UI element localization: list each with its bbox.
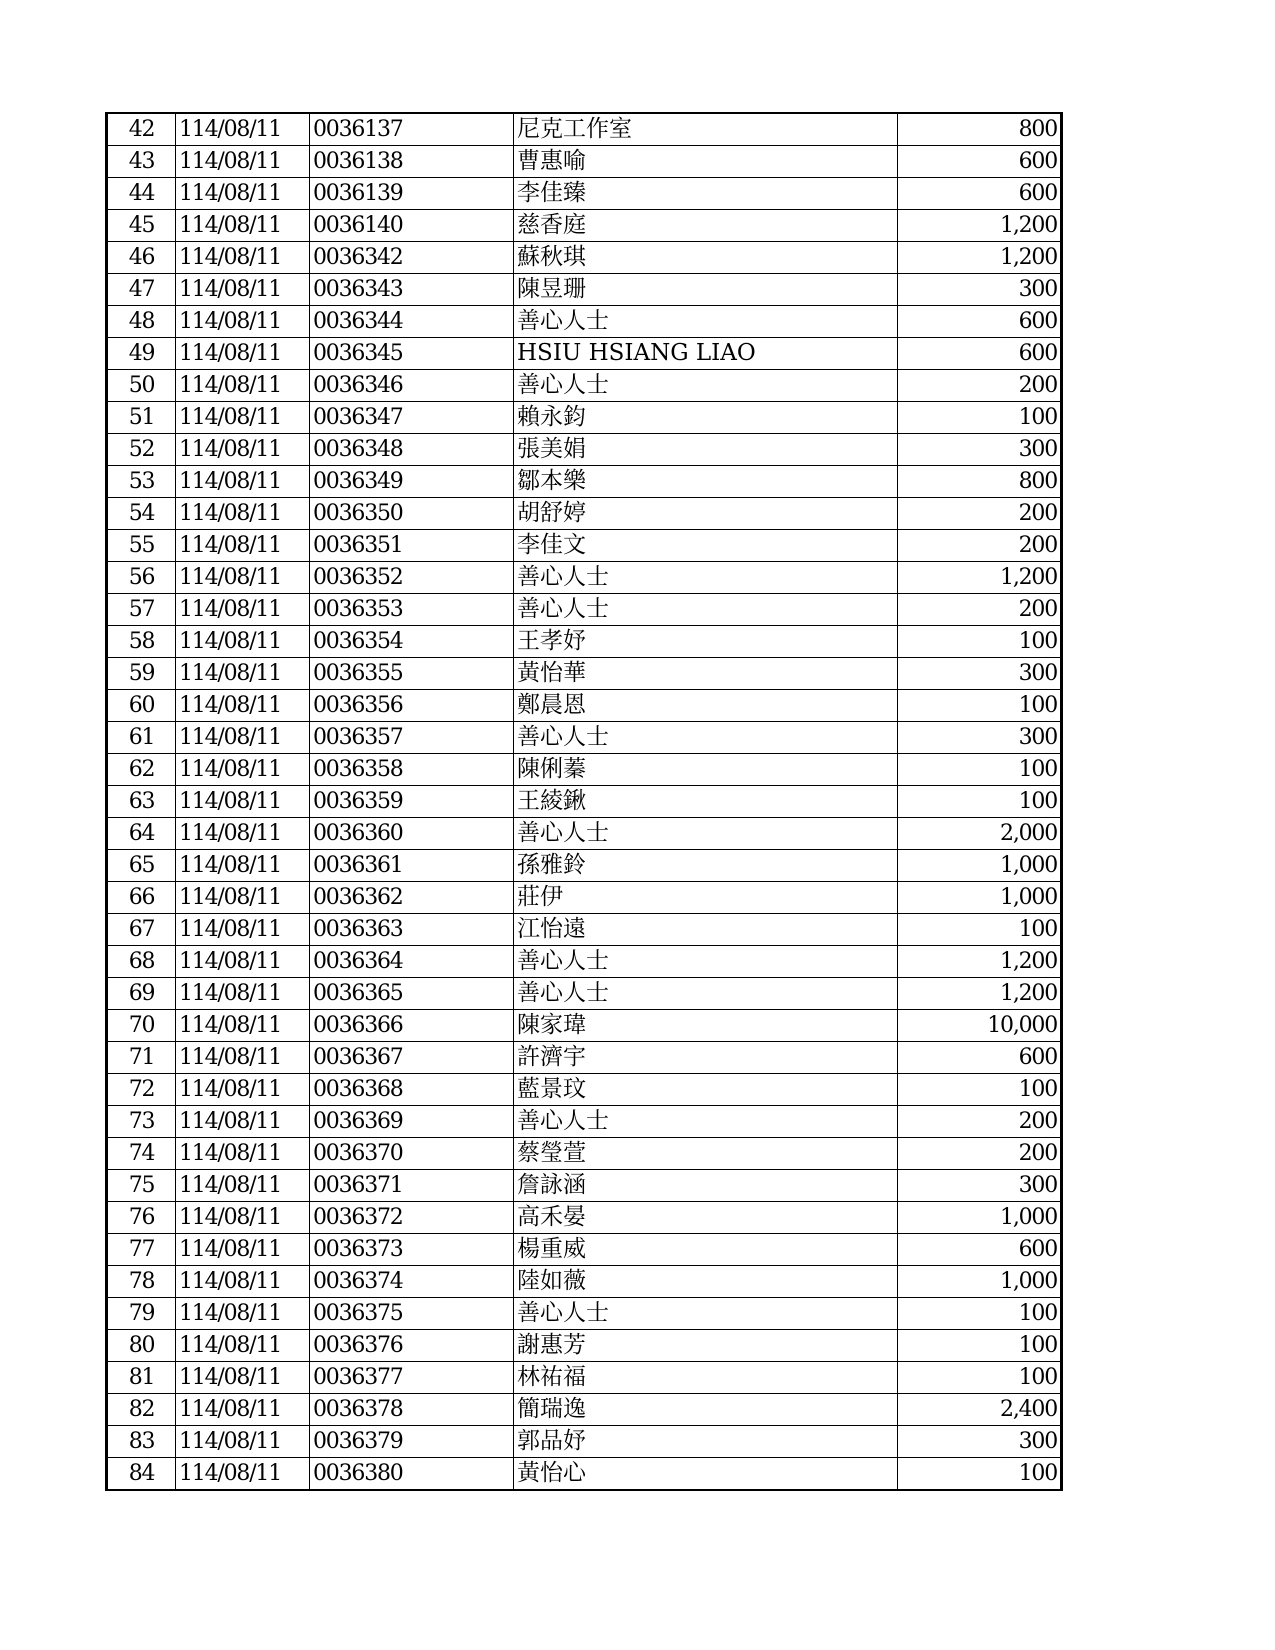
donation-amount: 1,200 [898, 946, 1062, 978]
donation-date: 114/08/11 [176, 882, 310, 914]
table-row [107, 722, 1062, 754]
donation-date: 114/08/11 [176, 1362, 310, 1394]
entry-number: 82 [107, 1394, 176, 1426]
donor-name: 善心人士 [514, 306, 898, 338]
receipt-number: 0036368 [310, 1074, 514, 1106]
entry-number: 77 [107, 1234, 176, 1266]
donation-amount: 10,000 [898, 1010, 1062, 1042]
table-row [107, 626, 1062, 658]
donation-date: 114/08/11 [176, 914, 310, 946]
donation-amount: 100 [898, 1362, 1062, 1394]
donor-name: 慈香庭 [514, 210, 898, 242]
entry-number: 44 [107, 178, 176, 210]
receipt-number: 0036137 [310, 113, 514, 146]
donation-date: 114/08/11 [176, 1170, 310, 1202]
donation-date: 114/08/11 [176, 1106, 310, 1138]
donation-date: 114/08/11 [176, 113, 310, 146]
table-row [107, 242, 1062, 274]
donor-name: 詹詠涵 [514, 1170, 898, 1202]
table-row [107, 1074, 1062, 1106]
entry-number: 49 [107, 338, 176, 370]
table-row [107, 530, 1062, 562]
donation-amount: 600 [898, 338, 1062, 370]
donation-amount: 1,200 [898, 210, 1062, 242]
donation-date: 114/08/11 [176, 466, 310, 498]
table-row [107, 466, 1062, 498]
donor-name: 善心人士 [514, 1298, 898, 1330]
entry-number: 66 [107, 882, 176, 914]
entry-number: 43 [107, 146, 176, 178]
table-row [107, 1266, 1062, 1298]
donation-date: 114/08/11 [176, 242, 310, 274]
donation-date: 114/08/11 [176, 338, 310, 370]
entry-number: 51 [107, 402, 176, 434]
table-row [107, 658, 1062, 690]
donor-name: 善心人士 [514, 946, 898, 978]
donation-date: 114/08/11 [176, 690, 310, 722]
entry-number: 76 [107, 1202, 176, 1234]
donation-date: 114/08/11 [176, 146, 310, 178]
table-row [107, 1362, 1062, 1394]
donation-date: 114/08/11 [176, 1426, 310, 1458]
entry-number: 54 [107, 498, 176, 530]
donor-name: 善心人士 [514, 562, 898, 594]
table-row [107, 498, 1062, 530]
donation-date: 114/08/11 [176, 978, 310, 1010]
donation-amount: 800 [898, 466, 1062, 498]
donation-date: 114/08/11 [176, 402, 310, 434]
donation-amount: 300 [898, 1170, 1062, 1202]
donation-date: 114/08/11 [176, 626, 310, 658]
entry-number: 58 [107, 626, 176, 658]
donation-date: 114/08/11 [176, 1266, 310, 1298]
receipt-number: 0036367 [310, 1042, 514, 1074]
table-row [107, 434, 1062, 466]
donation-date: 114/08/11 [176, 434, 310, 466]
entry-number: 52 [107, 434, 176, 466]
entry-number: 74 [107, 1138, 176, 1170]
entry-number: 80 [107, 1330, 176, 1362]
donor-name: 善心人士 [514, 594, 898, 626]
donation-date: 114/08/11 [176, 1074, 310, 1106]
table-row [107, 113, 1062, 146]
table-row [107, 402, 1062, 434]
entry-number: 59 [107, 658, 176, 690]
donation-date: 114/08/11 [176, 1298, 310, 1330]
donation-amount: 200 [898, 370, 1062, 402]
donation-amount: 600 [898, 306, 1062, 338]
donor-name: 善心人士 [514, 818, 898, 850]
receipt-number: 0036370 [310, 1138, 514, 1170]
donor-name: 黃怡華 [514, 658, 898, 690]
donor-name: 鄒本樂 [514, 466, 898, 498]
entry-number: 72 [107, 1074, 176, 1106]
donation-amount: 1,200 [898, 242, 1062, 274]
donor-name: 賴永鈞 [514, 402, 898, 434]
donation-amount: 200 [898, 1106, 1062, 1138]
donor-name: 藍景玟 [514, 1074, 898, 1106]
receipt-number: 0036379 [310, 1426, 514, 1458]
table-row [107, 914, 1062, 946]
table-row [107, 1106, 1062, 1138]
donation-date: 114/08/11 [176, 562, 310, 594]
table-row [107, 882, 1062, 914]
table-row [107, 1458, 1062, 1491]
table-row [107, 1010, 1062, 1042]
donation-amount: 1,000 [898, 1266, 1062, 1298]
donation-amount: 600 [898, 1234, 1062, 1266]
receipt-number: 0036365 [310, 978, 514, 1010]
receipt-number: 0036372 [310, 1202, 514, 1234]
donor-name: 郭品妤 [514, 1426, 898, 1458]
donation-amount: 1,000 [898, 850, 1062, 882]
entry-number: 83 [107, 1426, 176, 1458]
ledger-body [107, 113, 1062, 1490]
receipt-number: 0036357 [310, 722, 514, 754]
table-row [107, 1202, 1062, 1234]
donation-date: 114/08/11 [176, 722, 310, 754]
donation-date: 114/08/11 [176, 210, 310, 242]
donation-amount: 1,200 [898, 978, 1062, 1010]
donation-amount: 200 [898, 530, 1062, 562]
receipt-number: 0036347 [310, 402, 514, 434]
donor-name: 王孝妤 [514, 626, 898, 658]
table-row [107, 210, 1062, 242]
donation-amount: 600 [898, 146, 1062, 178]
entry-number: 79 [107, 1298, 176, 1330]
donation-date: 114/08/11 [176, 1458, 310, 1491]
receipt-number: 0036356 [310, 690, 514, 722]
receipt-number: 0036361 [310, 850, 514, 882]
donor-name: 謝惠芳 [514, 1330, 898, 1362]
table-row [107, 370, 1062, 402]
donation-ledger-table [105, 112, 1063, 1491]
entry-number: 53 [107, 466, 176, 498]
donation-amount: 200 [898, 1138, 1062, 1170]
donor-name: 善心人士 [514, 370, 898, 402]
entry-number: 78 [107, 1266, 176, 1298]
receipt-number: 0036342 [310, 242, 514, 274]
donation-amount: 300 [898, 434, 1062, 466]
receipt-number: 0036139 [310, 178, 514, 210]
donor-name: 陸如薇 [514, 1266, 898, 1298]
entry-number: 65 [107, 850, 176, 882]
donor-name: 張美娟 [514, 434, 898, 466]
table-row [107, 306, 1062, 338]
receipt-number: 0036380 [310, 1458, 514, 1491]
receipt-number: 0036360 [310, 818, 514, 850]
donation-amount: 100 [898, 690, 1062, 722]
donor-name: 高禾晏 [514, 1202, 898, 1234]
donor-name: 陳俐蓁 [514, 754, 898, 786]
donor-name: HSIU HSIANG LIAO [514, 338, 898, 370]
donor-name: 簡瑞逸 [514, 1394, 898, 1426]
donor-name: 善心人士 [514, 978, 898, 1010]
donation-date: 114/08/11 [176, 530, 310, 562]
entry-number: 73 [107, 1106, 176, 1138]
receipt-number: 0036364 [310, 946, 514, 978]
donation-date: 114/08/11 [176, 1234, 310, 1266]
donation-amount: 300 [898, 722, 1062, 754]
receipt-number: 0036350 [310, 498, 514, 530]
donation-amount: 200 [898, 498, 1062, 530]
entry-number: 69 [107, 978, 176, 1010]
entry-number: 64 [107, 818, 176, 850]
donation-amount: 100 [898, 402, 1062, 434]
entry-number: 63 [107, 786, 176, 818]
receipt-number: 0036371 [310, 1170, 514, 1202]
table-row [107, 1394, 1062, 1426]
donation-date: 114/08/11 [176, 658, 310, 690]
receipt-number: 0036354 [310, 626, 514, 658]
entry-number: 62 [107, 754, 176, 786]
table-row [107, 146, 1062, 178]
table-row [107, 274, 1062, 306]
donation-amount: 100 [898, 1074, 1062, 1106]
donation-amount: 300 [898, 274, 1062, 306]
donation-date: 114/08/11 [176, 594, 310, 626]
table-row [107, 690, 1062, 722]
donor-name: 黃怡心 [514, 1458, 898, 1491]
receipt-number: 0036366 [310, 1010, 514, 1042]
donation-date: 114/08/11 [176, 1202, 310, 1234]
receipt-number: 0036373 [310, 1234, 514, 1266]
receipt-number: 0036355 [310, 658, 514, 690]
donation-amount: 2,400 [898, 1394, 1062, 1426]
receipt-number: 0036353 [310, 594, 514, 626]
table-row [107, 1426, 1062, 1458]
entry-number: 68 [107, 946, 176, 978]
donation-amount: 100 [898, 1330, 1062, 1362]
donation-amount: 1,000 [898, 1202, 1062, 1234]
receipt-number: 0036345 [310, 338, 514, 370]
donation-amount: 100 [898, 914, 1062, 946]
donation-date: 114/08/11 [176, 306, 310, 338]
table-row [107, 1330, 1062, 1362]
receipt-number: 0036344 [310, 306, 514, 338]
donor-name: 善心人士 [514, 722, 898, 754]
receipt-number: 0036375 [310, 1298, 514, 1330]
donor-name: 江怡遠 [514, 914, 898, 946]
donation-date: 114/08/11 [176, 178, 310, 210]
donor-name: 陳昱珊 [514, 274, 898, 306]
table-row [107, 786, 1062, 818]
table-row [107, 850, 1062, 882]
entry-number: 46 [107, 242, 176, 274]
entry-number: 67 [107, 914, 176, 946]
donation-amount: 200 [898, 594, 1062, 626]
donation-amount: 600 [898, 1042, 1062, 1074]
receipt-number: 0036138 [310, 146, 514, 178]
donor-name: 鄭晨恩 [514, 690, 898, 722]
donor-name: 孫雅鈴 [514, 850, 898, 882]
donation-amount: 800 [898, 113, 1062, 146]
table-row [107, 946, 1062, 978]
table-row [107, 754, 1062, 786]
donation-amount: 2,000 [898, 818, 1062, 850]
receipt-number: 0036343 [310, 274, 514, 306]
receipt-number: 0036363 [310, 914, 514, 946]
receipt-number: 0036376 [310, 1330, 514, 1362]
table-row [107, 1138, 1062, 1170]
donor-name: 王綾鍬 [514, 786, 898, 818]
donation-amount: 600 [898, 178, 1062, 210]
table-row [107, 978, 1062, 1010]
entry-number: 84 [107, 1458, 176, 1491]
entry-number: 45 [107, 210, 176, 242]
donation-date: 114/08/11 [176, 1042, 310, 1074]
donor-name: 蘇秋琪 [514, 242, 898, 274]
donor-name: 李佳臻 [514, 178, 898, 210]
receipt-number: 0036374 [310, 1266, 514, 1298]
receipt-number: 0036369 [310, 1106, 514, 1138]
donation-date: 114/08/11 [176, 1010, 310, 1042]
donation-date: 114/08/11 [176, 786, 310, 818]
donation-date: 114/08/11 [176, 754, 310, 786]
donation-date: 114/08/11 [176, 1138, 310, 1170]
entry-number: 50 [107, 370, 176, 402]
donation-date: 114/08/11 [176, 850, 310, 882]
donation-date: 114/08/11 [176, 946, 310, 978]
donation-amount: 100 [898, 626, 1062, 658]
receipt-number: 0036140 [310, 210, 514, 242]
donation-amount: 100 [898, 754, 1062, 786]
entry-number: 70 [107, 1010, 176, 1042]
donor-name: 曹惠喻 [514, 146, 898, 178]
receipt-number: 0036346 [310, 370, 514, 402]
entry-number: 61 [107, 722, 176, 754]
donor-name: 許濟宇 [514, 1042, 898, 1074]
entry-number: 75 [107, 1170, 176, 1202]
donor-name: 尼克工作室 [514, 113, 898, 146]
donation-amount: 100 [898, 1298, 1062, 1330]
table-row [107, 1234, 1062, 1266]
table-row [107, 178, 1062, 210]
entry-number: 48 [107, 306, 176, 338]
donor-name: 林祐福 [514, 1362, 898, 1394]
receipt-number: 0036349 [310, 466, 514, 498]
donation-date: 114/08/11 [176, 1330, 310, 1362]
receipt-number: 0036359 [310, 786, 514, 818]
donor-name: 莊伊 [514, 882, 898, 914]
donation-amount: 100 [898, 1458, 1062, 1491]
receipt-number: 0036358 [310, 754, 514, 786]
donor-name: 李佳文 [514, 530, 898, 562]
receipt-number: 0036351 [310, 530, 514, 562]
receipt-number: 0036362 [310, 882, 514, 914]
entry-number: 57 [107, 594, 176, 626]
entry-number: 47 [107, 274, 176, 306]
table-row [107, 594, 1062, 626]
table-row [107, 818, 1062, 850]
donation-amount: 1,200 [898, 562, 1062, 594]
entry-number: 42 [107, 113, 176, 146]
donation-date: 114/08/11 [176, 818, 310, 850]
donor-name: 善心人士 [514, 1106, 898, 1138]
donation-date: 114/08/11 [176, 370, 310, 402]
donation-date: 114/08/11 [176, 1394, 310, 1426]
donor-name: 陳家瑋 [514, 1010, 898, 1042]
donation-date: 114/08/11 [176, 498, 310, 530]
table-row [107, 1298, 1062, 1330]
table-row [107, 338, 1062, 370]
receipt-number: 0036378 [310, 1394, 514, 1426]
donation-amount: 1,000 [898, 882, 1062, 914]
table-row [107, 1042, 1062, 1074]
receipt-number: 0036352 [310, 562, 514, 594]
entry-number: 60 [107, 690, 176, 722]
donor-name: 胡舒婷 [514, 498, 898, 530]
donor-name: 楊重威 [514, 1234, 898, 1266]
table-row [107, 562, 1062, 594]
donation-amount: 300 [898, 1426, 1062, 1458]
donation-amount: 300 [898, 658, 1062, 690]
table-row [107, 1170, 1062, 1202]
receipt-number: 0036348 [310, 434, 514, 466]
entry-number: 56 [107, 562, 176, 594]
donor-name: 蔡瑩萱 [514, 1138, 898, 1170]
entry-number: 55 [107, 530, 176, 562]
receipt-number: 0036377 [310, 1362, 514, 1394]
donation-date: 114/08/11 [176, 274, 310, 306]
donation-amount: 100 [898, 786, 1062, 818]
entry-number: 81 [107, 1362, 176, 1394]
entry-number: 71 [107, 1042, 176, 1074]
